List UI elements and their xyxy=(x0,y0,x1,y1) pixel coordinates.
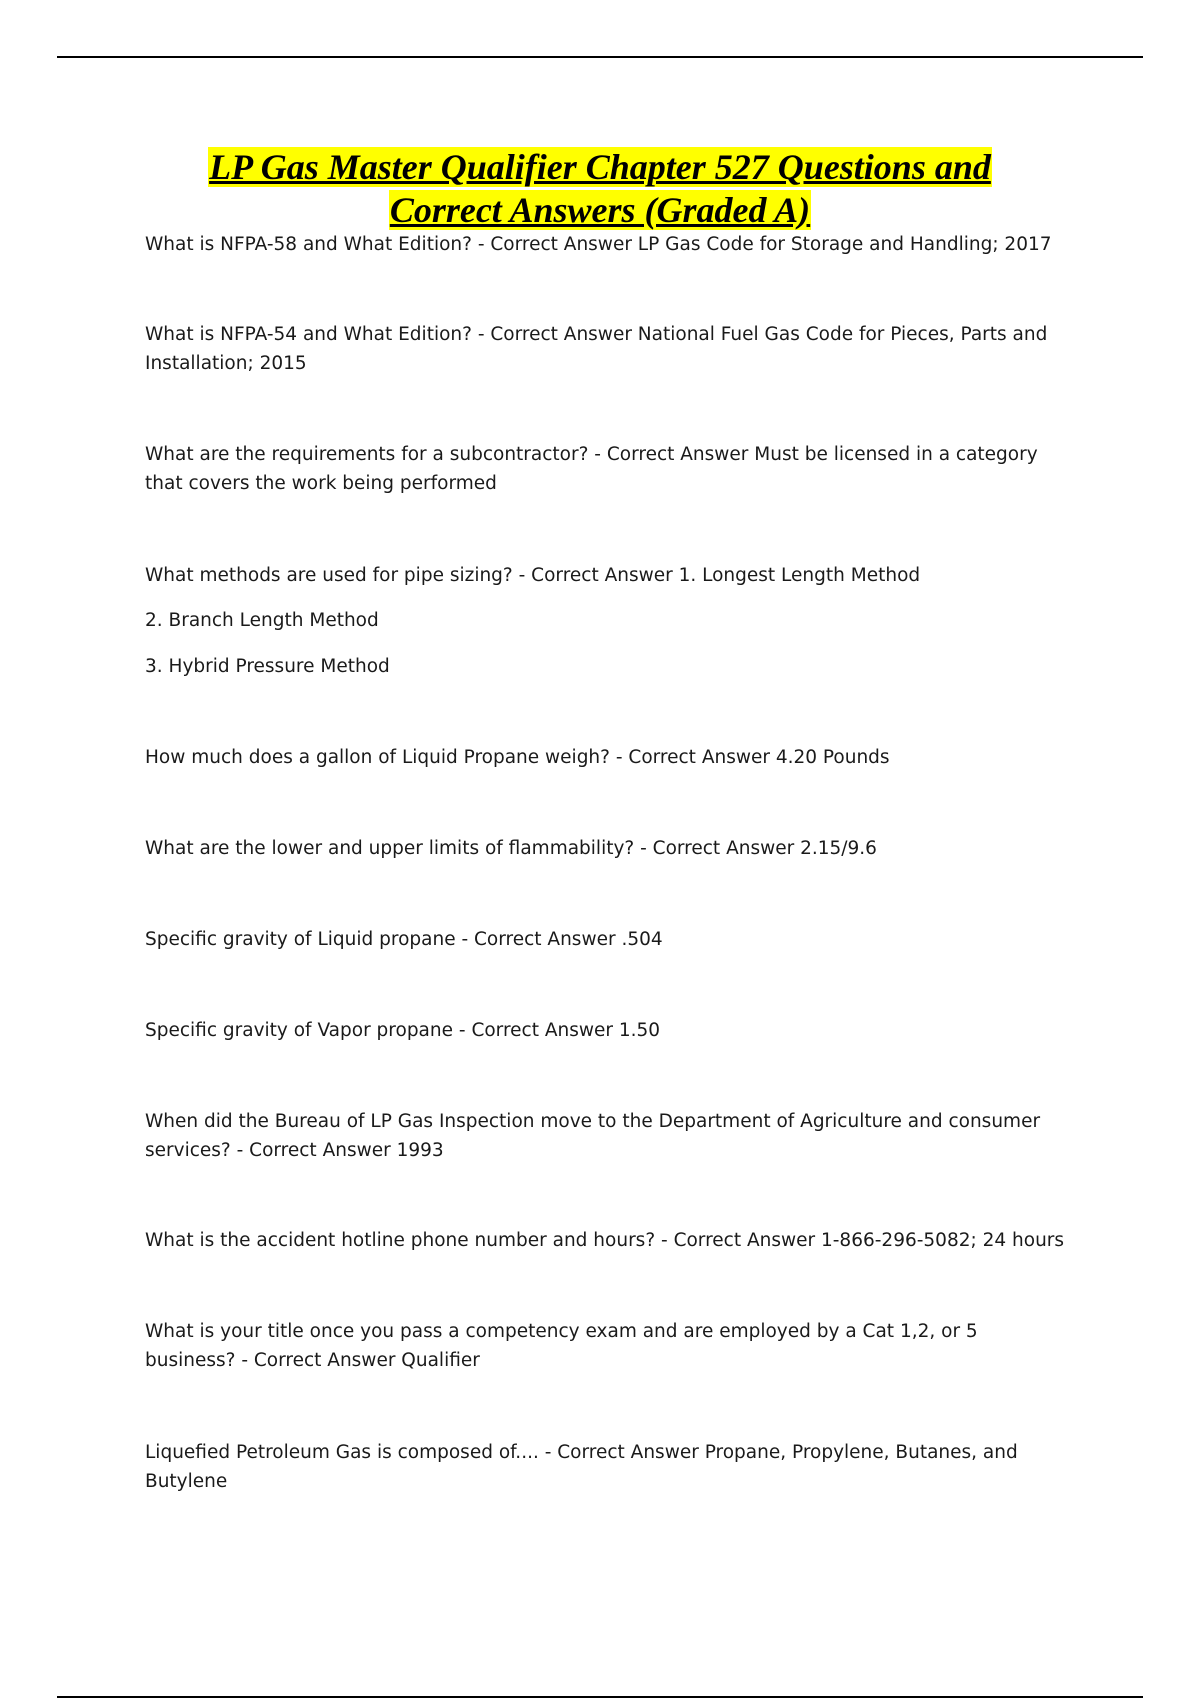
qa-item-subcontractor: What are the requirements for a subcontractor? - Correct Answer Must be licensed in a category that covers the work being performed xyxy=(145,444,1038,494)
qa-item-vapor-gravity: Specific gravity of Vapor propane - Correct Answer 1.50 xyxy=(145,1020,661,1041)
qa-item-pipe-sizing-2: 2. Branch Length Method xyxy=(145,610,379,631)
qa-item-hotline: What is the accident hotline phone number and hours? - Correct Answer 1-866-296-5082; 24 hours xyxy=(145,1230,1065,1251)
qa-item-bureau: When did the Bureau of LP Gas Inspection move to the Department of Agriculture and consumer services? - Correct Answer 1993 xyxy=(145,1111,1041,1161)
bottom-rule xyxy=(57,1696,1143,1698)
qa-item-pipe-sizing: What methods are used for pipe sizing? - Correct Answer 1. Longest Length Method xyxy=(145,565,921,586)
qa-item-flammability: What are the lower and upper limits of flammability? - Correct Answer 2.15/9.6 xyxy=(145,838,877,859)
qa-item-title: What is your title once you pass a competency exam and are employed by a Cat 1,2, or 5 business? - Correct Answer Qualifier xyxy=(145,1321,978,1371)
title-line-1: LP Gas Master Qualifier Chapter 527 Questions and xyxy=(209,147,991,187)
top-rule xyxy=(57,56,1143,58)
document-title xyxy=(0,146,1200,232)
qa-item-pipe-sizing-3: 3. Hybrid Pressure Method xyxy=(145,656,390,677)
title-line-2: Correct Answers (Graded A) xyxy=(389,190,811,230)
qa-item-liquid-gravity: Specific gravity of Liquid propane - Correct Answer .504 xyxy=(145,929,663,950)
qa-item-propane-weight: How much does a gallon of Liquid Propane weigh? - Correct Answer 4.20 Pounds xyxy=(145,747,890,768)
qa-item-nfpa54: What is NFPA-54 and What Edition? - Correct Answer National Fuel Gas Code for Pieces, Parts and Installation; 2015 xyxy=(145,324,1048,374)
qa-item-lpg-composition: Liquefied Petroleum Gas is composed of.... - Correct Answer Propane, Propylene, Butanes, and Butylene xyxy=(145,1442,1018,1492)
qa-item-nfpa58: What is NFPA-58 and What Edition? - Correct Answer LP Gas Code for Storage and Handling; 2017 xyxy=(145,234,1052,255)
